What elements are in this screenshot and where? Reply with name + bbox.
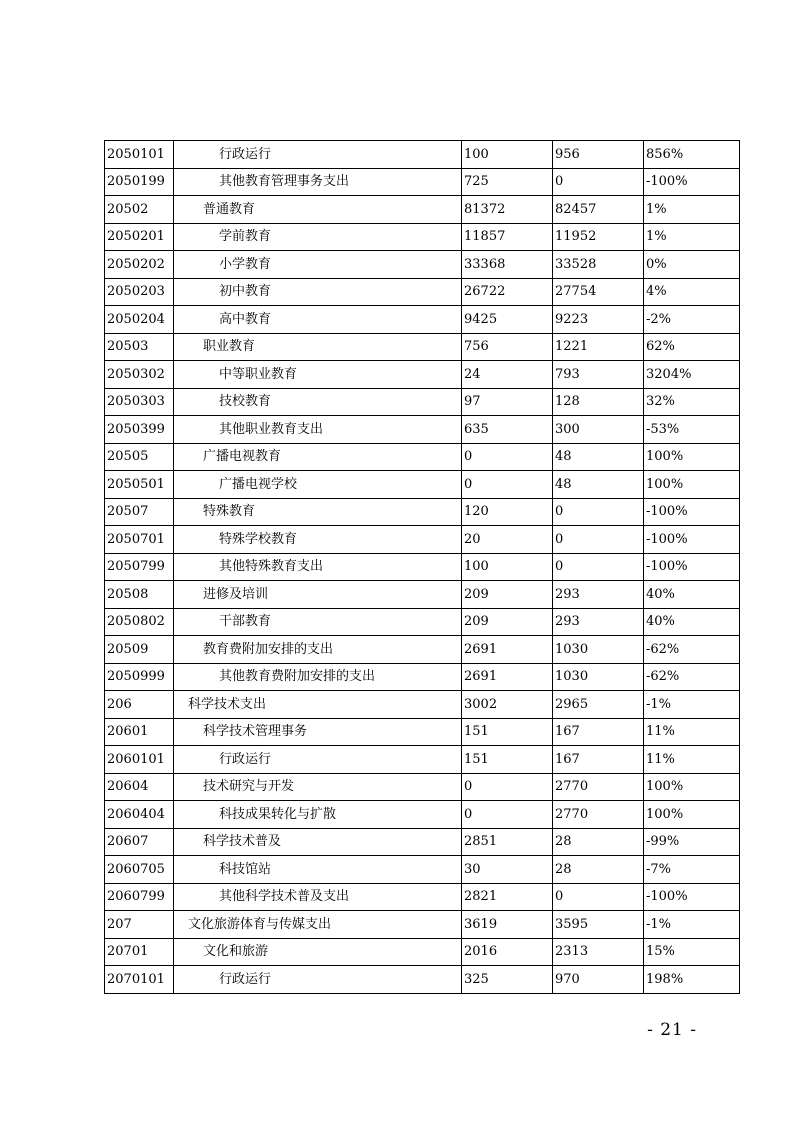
- item-name-cell: 科技成果转化与扩散: [174, 801, 462, 829]
- code-cell: 20601: [105, 718, 174, 746]
- change-percent-cell: -62%: [644, 636, 740, 664]
- change-percent-cell: 11%: [644, 746, 740, 774]
- table-row: [105, 223, 740, 251]
- value-1-cell: 151: [462, 718, 553, 746]
- value-1-cell: 3002: [462, 691, 553, 719]
- value-1-cell: 0: [462, 471, 553, 499]
- value-2-cell: 293: [553, 608, 644, 636]
- value-1-cell: 81372: [462, 196, 553, 224]
- value-1-cell: 151: [462, 746, 553, 774]
- item-name-cell: 广播电视学校: [174, 471, 462, 499]
- change-percent-cell: 198%: [644, 966, 740, 994]
- change-percent-cell: 40%: [644, 608, 740, 636]
- value-2-cell: 33528: [553, 251, 644, 279]
- code-cell: 20505: [105, 443, 174, 471]
- value-1-cell: 725: [462, 168, 553, 196]
- change-percent-cell: 100%: [644, 773, 740, 801]
- item-name-cell: 科学技术管理事务: [174, 718, 462, 746]
- value-2-cell: 27754: [553, 278, 644, 306]
- table-row: [105, 553, 740, 581]
- value-1-cell: 325: [462, 966, 553, 994]
- value-2-cell: 28: [553, 828, 644, 856]
- table-row: [105, 691, 740, 719]
- code-cell: 2050101: [105, 141, 174, 169]
- value-2-cell: 2770: [553, 773, 644, 801]
- value-1-cell: 100: [462, 553, 553, 581]
- table-row: [105, 938, 740, 966]
- value-2-cell: 0: [553, 883, 644, 911]
- value-2-cell: 970: [553, 966, 644, 994]
- table-row: [105, 828, 740, 856]
- value-1-cell: 24: [462, 361, 553, 389]
- table-row: [105, 966, 740, 994]
- item-name-cell: 其他教育管理事务支出: [174, 168, 462, 196]
- table-row: [105, 416, 740, 444]
- change-percent-cell: -2%: [644, 306, 740, 334]
- table-row: [105, 196, 740, 224]
- item-name-cell: 其他职业教育支出: [174, 416, 462, 444]
- code-cell: 2050302: [105, 361, 174, 389]
- item-name-cell: 进修及培训: [174, 581, 462, 609]
- code-cell: 20508: [105, 581, 174, 609]
- value-2-cell: 0: [553, 498, 644, 526]
- code-cell: 20701: [105, 938, 174, 966]
- value-1-cell: 120: [462, 498, 553, 526]
- change-percent-cell: -99%: [644, 828, 740, 856]
- table-row: [105, 251, 740, 279]
- value-1-cell: 2691: [462, 636, 553, 664]
- change-percent-cell: -100%: [644, 168, 740, 196]
- item-name-cell: 科学技术普及: [174, 828, 462, 856]
- value-1-cell: 0: [462, 773, 553, 801]
- value-2-cell: 9223: [553, 306, 644, 334]
- item-name-cell: 干部教育: [174, 608, 462, 636]
- change-percent-cell: 32%: [644, 388, 740, 416]
- item-name-cell: 其他教育费附加安排的支出: [174, 663, 462, 691]
- table-row: [105, 718, 740, 746]
- value-1-cell: 209: [462, 608, 553, 636]
- item-name-cell: 中等职业教育: [174, 361, 462, 389]
- code-cell: 2050399: [105, 416, 174, 444]
- value-1-cell: 33368: [462, 251, 553, 279]
- change-percent-cell: -7%: [644, 856, 740, 884]
- value-2-cell: 1221: [553, 333, 644, 361]
- table-row: [105, 388, 740, 416]
- code-cell: 20509: [105, 636, 174, 664]
- change-percent-cell: 100%: [644, 801, 740, 829]
- item-name-cell: 高中教育: [174, 306, 462, 334]
- code-cell: 2050701: [105, 526, 174, 554]
- value-2-cell: 48: [553, 443, 644, 471]
- table-row: [105, 663, 740, 691]
- value-2-cell: 793: [553, 361, 644, 389]
- value-1-cell: 756: [462, 333, 553, 361]
- table-row: [105, 168, 740, 196]
- code-cell: 20607: [105, 828, 174, 856]
- change-percent-cell: 15%: [644, 938, 740, 966]
- page-number: - 21 -: [647, 1020, 697, 1040]
- value-2-cell: 1030: [553, 636, 644, 664]
- value-1-cell: 2821: [462, 883, 553, 911]
- table-row: [105, 636, 740, 664]
- table-row: [105, 608, 740, 636]
- item-name-cell: 特殊学校教育: [174, 526, 462, 554]
- item-name-cell: 其他科学技术普及支出: [174, 883, 462, 911]
- code-cell: 2060799: [105, 883, 174, 911]
- table-row: [105, 911, 740, 939]
- value-2-cell: 167: [553, 746, 644, 774]
- code-cell: 2050999: [105, 663, 174, 691]
- value-2-cell: 167: [553, 718, 644, 746]
- change-percent-cell: 856%: [644, 141, 740, 169]
- code-cell: 2050501: [105, 471, 174, 499]
- item-name-cell: 初中教育: [174, 278, 462, 306]
- value-2-cell: 956: [553, 141, 644, 169]
- item-name-cell: 行政运行: [174, 966, 462, 994]
- value-2-cell: 293: [553, 581, 644, 609]
- code-cell: 2060705: [105, 856, 174, 884]
- value-2-cell: 128: [553, 388, 644, 416]
- change-percent-cell: 1%: [644, 223, 740, 251]
- value-1-cell: 3619: [462, 911, 553, 939]
- table-row: [105, 361, 740, 389]
- change-percent-cell: -100%: [644, 498, 740, 526]
- code-cell: 207: [105, 911, 174, 939]
- value-2-cell: 82457: [553, 196, 644, 224]
- code-cell: 2050204: [105, 306, 174, 334]
- value-2-cell: 0: [553, 526, 644, 554]
- item-name-cell: 技术研究与开发: [174, 773, 462, 801]
- value-2-cell: 11952: [553, 223, 644, 251]
- item-name-cell: 技校教育: [174, 388, 462, 416]
- budget-table: [104, 140, 740, 994]
- item-name-cell: 行政运行: [174, 141, 462, 169]
- value-1-cell: 209: [462, 581, 553, 609]
- table-row: [105, 883, 740, 911]
- value-2-cell: 1030: [553, 663, 644, 691]
- table-row: [105, 856, 740, 884]
- value-2-cell: 2770: [553, 801, 644, 829]
- code-cell: 2050202: [105, 251, 174, 279]
- code-cell: 2050799: [105, 553, 174, 581]
- value-1-cell: 0: [462, 801, 553, 829]
- change-percent-cell: 100%: [644, 443, 740, 471]
- table-row: [105, 443, 740, 471]
- code-cell: 2050201: [105, 223, 174, 251]
- change-percent-cell: 62%: [644, 333, 740, 361]
- table-row: [105, 278, 740, 306]
- table-row: [105, 333, 740, 361]
- table-row: [105, 498, 740, 526]
- code-cell: 2050203: [105, 278, 174, 306]
- change-percent-cell: 100%: [644, 471, 740, 499]
- change-percent-cell: 11%: [644, 718, 740, 746]
- value-2-cell: 2965: [553, 691, 644, 719]
- budget-table-body: [105, 141, 740, 994]
- item-name-cell: 广播电视教育: [174, 443, 462, 471]
- item-name-cell: 行政运行: [174, 746, 462, 774]
- value-1-cell: 11857: [462, 223, 553, 251]
- code-cell: 2070101: [105, 966, 174, 994]
- code-cell: 20604: [105, 773, 174, 801]
- value-2-cell: 0: [553, 553, 644, 581]
- table-row: [105, 801, 740, 829]
- change-percent-cell: -1%: [644, 911, 740, 939]
- change-percent-cell: -100%: [644, 526, 740, 554]
- code-cell: 206: [105, 691, 174, 719]
- change-percent-cell: -100%: [644, 553, 740, 581]
- change-percent-cell: 3204%: [644, 361, 740, 389]
- item-name-cell: 科学技术支出: [174, 691, 462, 719]
- code-cell: 2060101: [105, 746, 174, 774]
- value-1-cell: 9425: [462, 306, 553, 334]
- value-1-cell: 2016: [462, 938, 553, 966]
- change-percent-cell: 1%: [644, 196, 740, 224]
- value-1-cell: 20: [462, 526, 553, 554]
- value-1-cell: 100: [462, 141, 553, 169]
- value-2-cell: 3595: [553, 911, 644, 939]
- value-2-cell: 2313: [553, 938, 644, 966]
- item-name-cell: 职业教育: [174, 333, 462, 361]
- change-percent-cell: 40%: [644, 581, 740, 609]
- value-2-cell: 0: [553, 168, 644, 196]
- table-row: [105, 773, 740, 801]
- item-name-cell: 其他特殊教育支出: [174, 553, 462, 581]
- value-1-cell: 30: [462, 856, 553, 884]
- item-name-cell: 特殊教育: [174, 498, 462, 526]
- code-cell: 2050199: [105, 168, 174, 196]
- code-cell: 2060404: [105, 801, 174, 829]
- table-row: [105, 306, 740, 334]
- table-row: [105, 581, 740, 609]
- item-name-cell: 教育费附加安排的支出: [174, 636, 462, 664]
- code-cell: 20503: [105, 333, 174, 361]
- code-cell: 20507: [105, 498, 174, 526]
- item-name-cell: 科技馆站: [174, 856, 462, 884]
- table-row: [105, 141, 740, 169]
- value-1-cell: 26722: [462, 278, 553, 306]
- change-percent-cell: -53%: [644, 416, 740, 444]
- code-cell: 2050802: [105, 608, 174, 636]
- table-row: [105, 526, 740, 554]
- value-1-cell: 97: [462, 388, 553, 416]
- change-percent-cell: -100%: [644, 883, 740, 911]
- change-percent-cell: -1%: [644, 691, 740, 719]
- value-2-cell: 28: [553, 856, 644, 884]
- change-percent-cell: 4%: [644, 278, 740, 306]
- value-1-cell: 2691: [462, 663, 553, 691]
- item-name-cell: 学前教育: [174, 223, 462, 251]
- item-name-cell: 小学教育: [174, 251, 462, 279]
- table-row: [105, 471, 740, 499]
- item-name-cell: 文化和旅游: [174, 938, 462, 966]
- value-1-cell: 0: [462, 443, 553, 471]
- value-1-cell: 2851: [462, 828, 553, 856]
- item-name-cell: 文化旅游体育与传媒支出: [174, 911, 462, 939]
- value-1-cell: 635: [462, 416, 553, 444]
- change-percent-cell: 0%: [644, 251, 740, 279]
- change-percent-cell: -62%: [644, 663, 740, 691]
- item-name-cell: 普通教育: [174, 196, 462, 224]
- value-2-cell: 48: [553, 471, 644, 499]
- code-cell: 2050303: [105, 388, 174, 416]
- code-cell: 20502: [105, 196, 174, 224]
- table-row: [105, 746, 740, 774]
- value-2-cell: 300: [553, 416, 644, 444]
